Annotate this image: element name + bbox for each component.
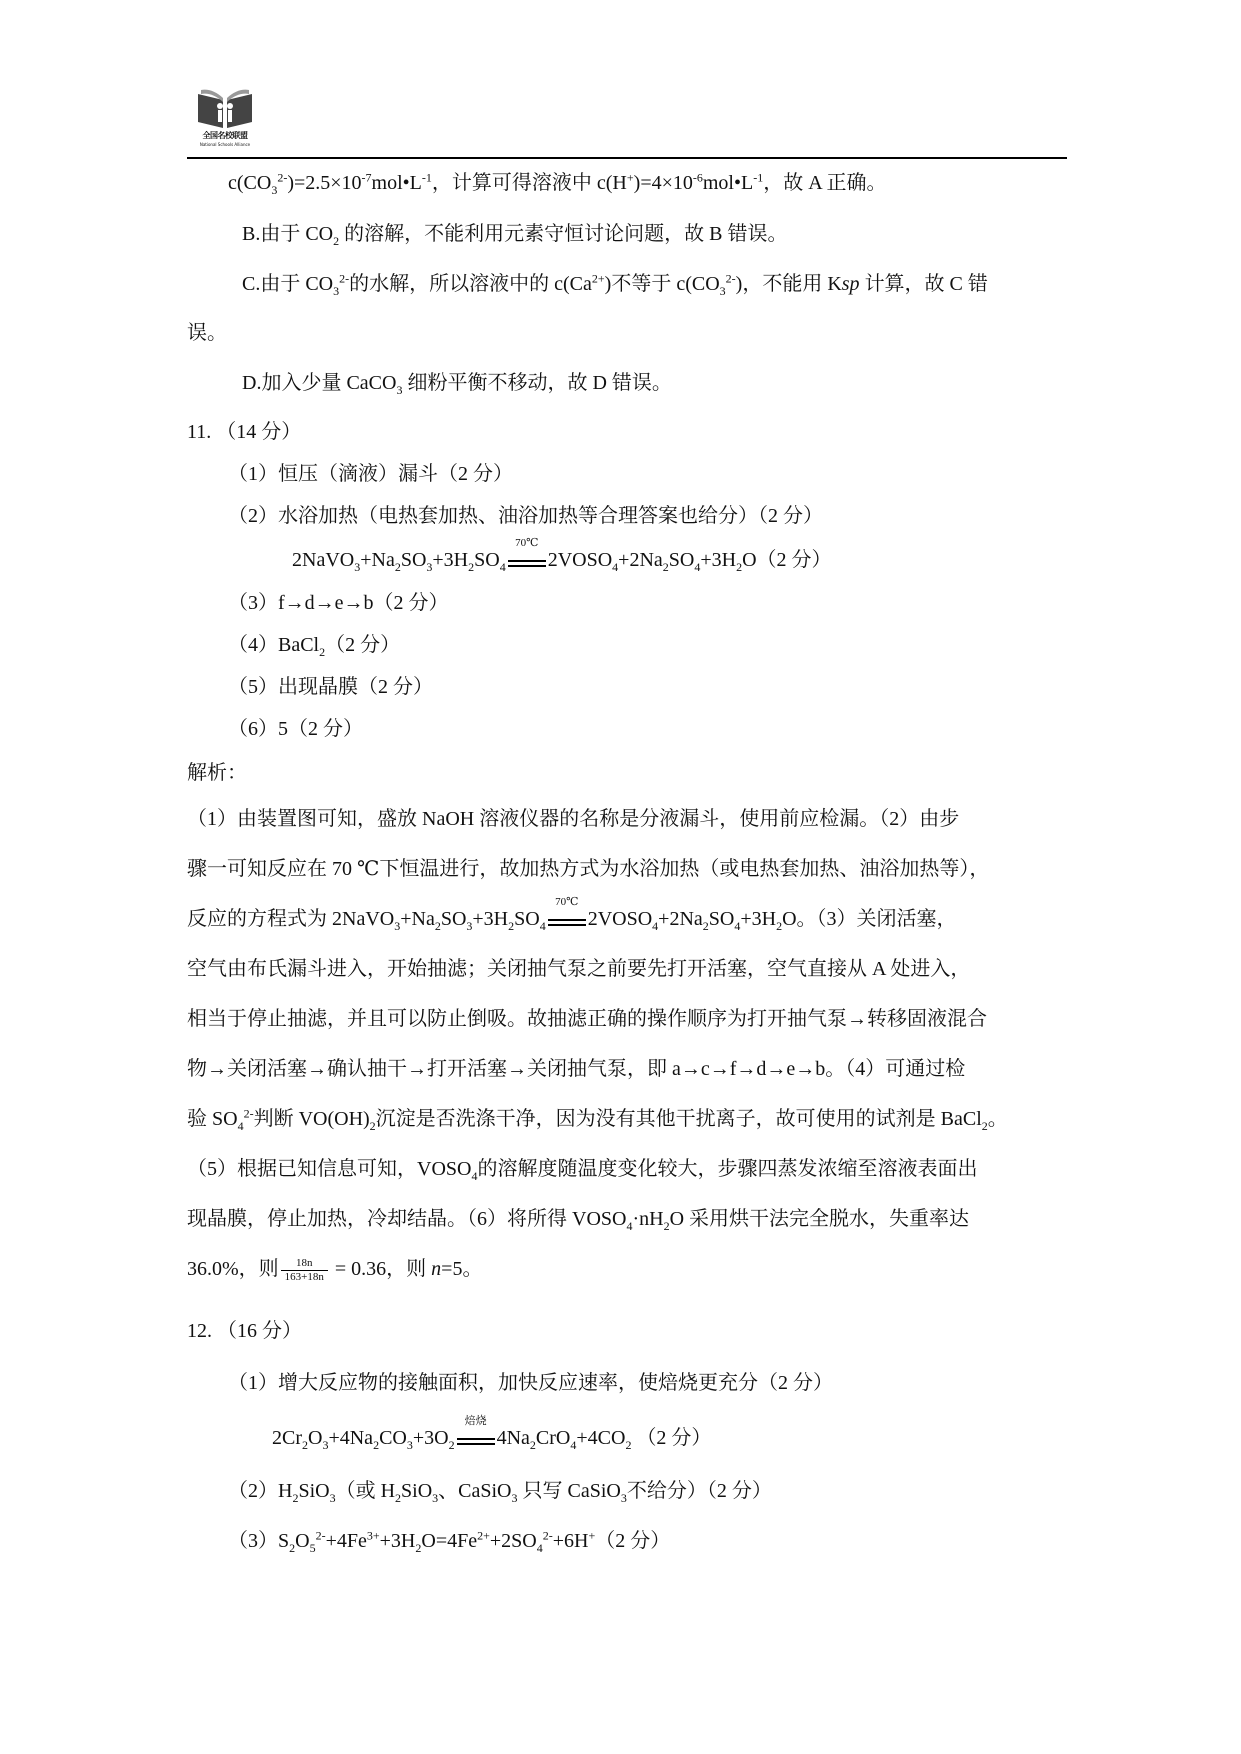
header-rule: [187, 157, 1067, 159]
reaction-condition: 焙烧: [455, 1429, 497, 1449]
q10-line-d: D.加入少量 CaCO$_3$ 细粉平衡不移动，故 D 错误。: [242, 372, 672, 397]
analysis-line: 验 $SO_4^{2-}$判断 $VO(OH)_2$沉淀是否洗涤干净，因为没有其他干扰离子，故可使用的试剂是 BaCl$_2$。: [187, 1106, 1008, 1133]
analysis-label: 解析：: [187, 762, 247, 784]
q11-answer-6: （6）5（2 分）: [228, 718, 363, 740]
q10-line-c: C.由于 $CO_3^{2-}$的水解，所以溶液中的 $c(Ca^{2+})$不等于 $c(CO_3^{2-})$，不能用 Ksp 计算，故 C 错: [242, 271, 988, 298]
q12-answer-1: （1）增大反应物的接触面积，加快反应速率，使焙烧更充分（2 分）: [228, 1372, 833, 1394]
analysis-line: 相当于停止抽滤，并且可以防止倒吸。故抽滤正确的操作顺序为打开抽气泵→转移固液混合: [187, 1008, 987, 1030]
open-book-logo-icon: [190, 86, 260, 130]
q10-line-a: $c(CO_3^{2-})=2.5\times 10^{-7}mol•L^{-1}$，计算可得溶液中 $c(H^+)=4\times 10^{-6}mol•L^{-1}$，故 A 正确。: [228, 170, 887, 197]
q10-line-b: B.由于 $CO_2$ 的溶解，不能利用元素守恒讨论问题，故 B 错误。: [242, 223, 788, 248]
reaction-condition: 70℃: [546, 910, 588, 930]
analysis-line: （1）由装置图可知，盛放 NaOH 溶液仪器的名称是分液漏斗，使用前应检漏。（2）由步: [187, 808, 960, 830]
analysis-line: 36.0%，则 $\frac{18n}{163+18n}$ = 0.36，则 n=5。: [187, 1256, 483, 1283]
q11-answer-3: （3）f→d→e→b（2 分）: [228, 592, 449, 614]
q11-answer-5: （5）出现晶膜（2 分）: [228, 676, 433, 698]
analysis-line: （5）根据已知信息可知，$VOSO_4$的溶解度随温度变化较大，步骤四蒸发浓缩至溶液表面出: [187, 1158, 978, 1183]
analysis-line: 反应的方程式为 $2NaVO_3+Na_2SO_3+3H_2SO_4$ 70℃ $2VOSO_4+2Na_2SO_4+3H_2O$。（3）关闭活塞，: [187, 896, 957, 933]
q10-line-c-cont: 误。: [187, 322, 227, 344]
logo: [190, 86, 260, 156]
reaction-condition: 70℃: [506, 551, 548, 571]
q11-answer-4: （4）BaCl$_2$（2 分）: [228, 634, 401, 659]
q12-equation: $2Cr_2O_3+4Na_2CO_3+3O_2$ 焙烧 $4Na_2CrO_4+4CO_2$ （2 分）: [272, 1415, 712, 1452]
analysis-line: 骤一可知反应在 70 ℃下恒温进行，故加热方式为水浴加热（或电热套加热、油浴加热等），: [187, 858, 990, 880]
analysis-line: 物→关闭活塞→确认抽干→打开活塞→关闭抽气泵，即 a→c→f→d→e→b。（4）可通过检: [187, 1058, 966, 1080]
q11-equation: $2NaVO_3+Na_2SO_3+3H_2SO_4$ 70℃ $2VOSO_4+2Na_2SO_4+3H_2O(2$ 分）: [292, 537, 832, 574]
q12-heading: 12. （16 分）: [187, 1320, 302, 1342]
q11-answer-1: （1）恒压（滴液）漏斗（2 分）: [228, 463, 513, 485]
q11-answer-2: （2）水浴加热（电热套加热、油浴加热等合理答案也给分）（2 分）: [228, 505, 823, 527]
q12-answer-2: $(2)H_2SiO_3$（或 $H_2SiO_3$、CaSiO$_3$ 只写 CaSiO$_3$不给分）（2 分）: [228, 1480, 772, 1505]
logo-name-en: National Schools Alliance: [199, 142, 251, 147]
fraction: $\frac{18n}{163+18n}$: [281, 1257, 328, 1284]
q12-answer-3: $(3)S_2O_5^{2-}+4Fe^{3+}+3H_2O=4Fe^{2+}+2SO_4^{2-}+6H^+(2$ 分）: [228, 1528, 671, 1555]
q11-heading: 11. （14 分）: [187, 421, 302, 443]
logo-name-cn: 全国名校联盟: [202, 131, 248, 140]
analysis-line: 空气由布氏漏斗进入，开始抽滤；关闭抽气泵之前要先打开活塞，空气直接从 A 处进入，: [187, 958, 971, 980]
analysis-line: 现晶膜，停止加热，冷却结晶。（6）将所得 $VOSO_4\cdot nH_2O$ 采用烘干法完全脱水，失重率达: [187, 1208, 970, 1233]
